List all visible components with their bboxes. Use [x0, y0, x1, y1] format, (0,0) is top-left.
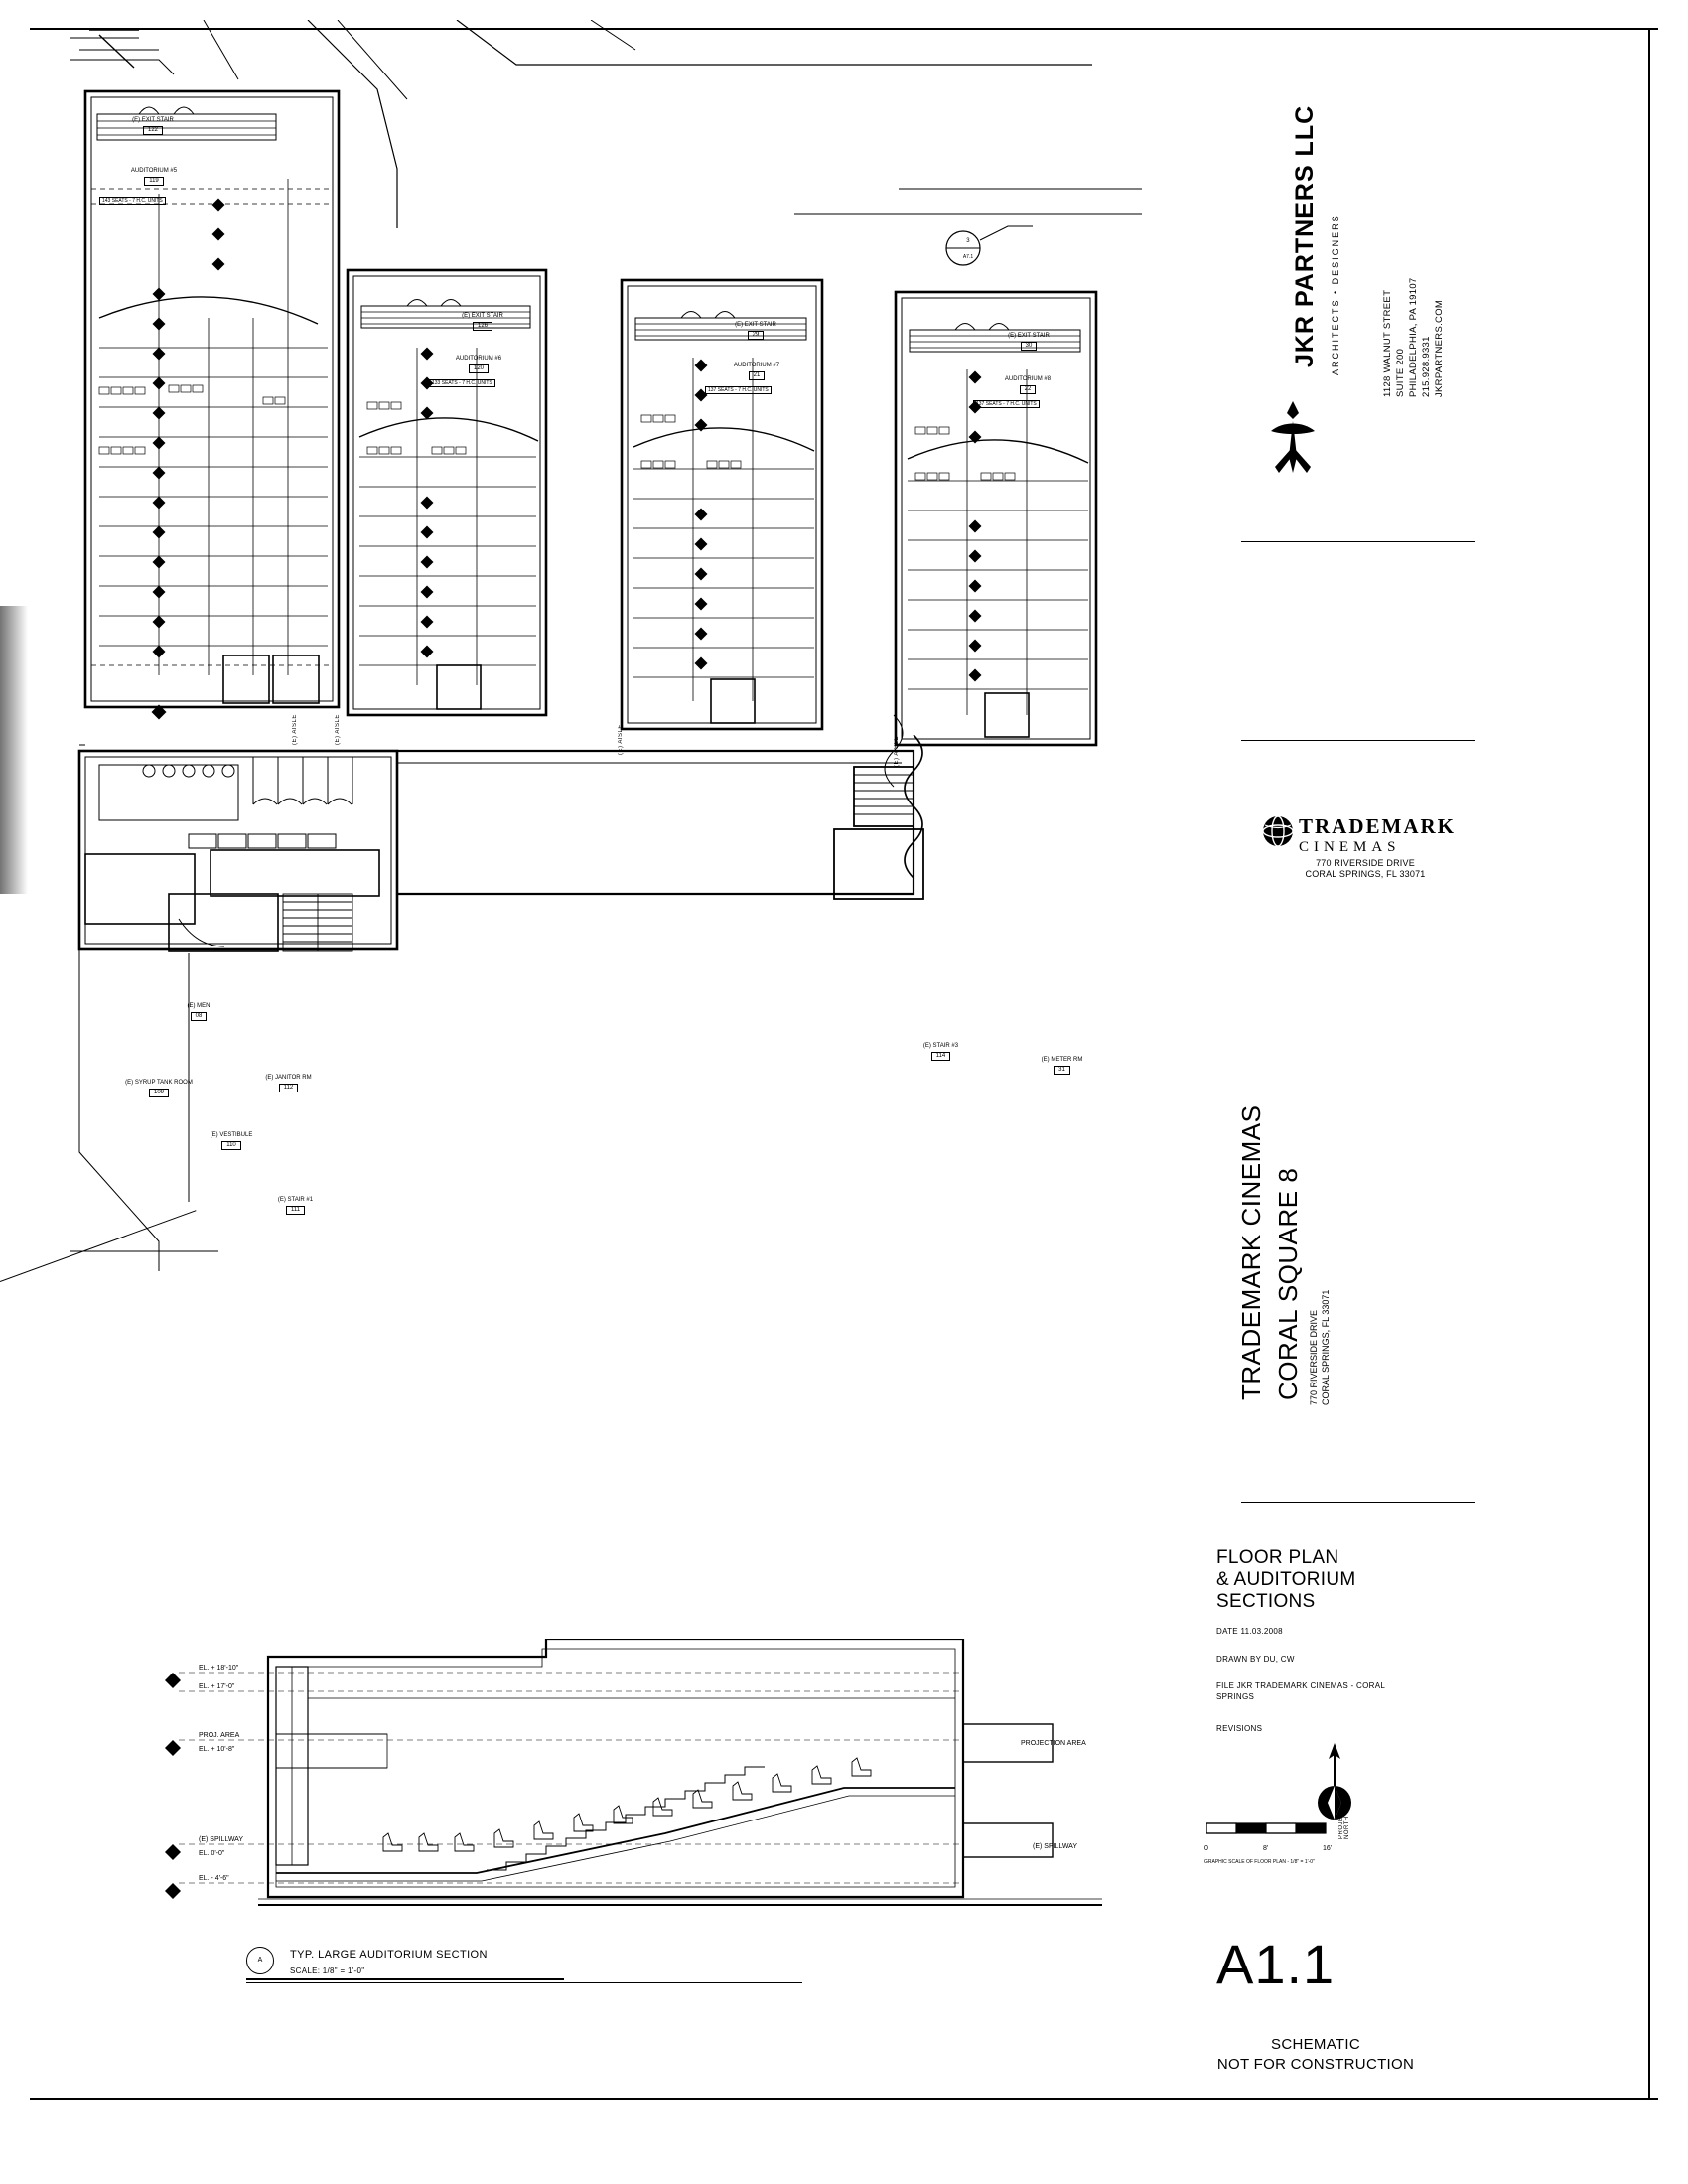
room-number: 31: [1054, 1066, 1070, 1076]
sheet-title-line-3: SECTIONS: [1216, 1591, 1316, 1612]
seat-count-note-aud6: 133 SEATS - 7 H.C. UNITS: [429, 379, 495, 387]
sheet-file-line-1: FILE JKR TRADEMARK CINEMAS - CORAL: [1216, 1681, 1386, 1690]
firm-disciplines: ARCHITECTS • DESIGNERS: [1331, 214, 1340, 375]
room-tag-meter-rm: [1020, 1057, 1104, 1075]
firm-address-line-5: JKRPARTNERS.COM: [1434, 299, 1445, 397]
room-tag-auditorium-6: [429, 356, 528, 373]
room-name: (E) EXIT STAIR: [462, 313, 503, 319]
room-tag-vestibule: [187, 1132, 276, 1150]
elevation-markers: [165, 1673, 181, 1899]
client-address-line-2: CORAL SPRINGS, FL 33071: [1305, 869, 1426, 879]
room-tag-stair-3: [899, 1043, 983, 1061]
firm-address-line-2: SUITE 200: [1395, 348, 1406, 397]
elevation-sublabel-3: EL. + 10'-8": [199, 1746, 235, 1753]
room-tag-auditorium-5: [104, 168, 204, 186]
aisle-label-3: (E) AISLE: [618, 724, 624, 755]
elevation-label-5: EL. - 4'-6": [199, 1875, 229, 1882]
project-address-line-2: CORAL SPRINGS, FL 33071: [1321, 1289, 1331, 1405]
titleblock-divider-1: [1241, 541, 1475, 542]
client-address-line-1: 770 RIVERSIDE DRIVE: [1316, 858, 1415, 868]
elevation-label-4: (E) SPILLWAY: [199, 1836, 243, 1843]
aisle-label-2: (E) AISLE: [335, 714, 341, 745]
project-title-line-2: CORAL SQUARE 8: [1273, 1167, 1303, 1400]
firm-address-line-4: 215.928.9331: [1421, 336, 1432, 397]
section-room-projection-area: PROJECTION AREA: [1021, 1740, 1086, 1747]
sheet-date: DATE 11.03.2008: [1216, 1627, 1283, 1636]
scale-tick-0: 0: [1204, 1845, 1208, 1852]
room-number: 112: [279, 1084, 299, 1093]
room-number: 30: [1021, 342, 1038, 352]
elevation-sublabel-4: EL. 0'-0": [199, 1850, 225, 1857]
room-name: (E) VESTIBULE: [210, 1132, 253, 1138]
room-name: AUDITORIUM #8: [1004, 376, 1052, 382]
seat-count-note-aud7: 137 SEATS - 7 H.C. UNITS: [705, 386, 772, 394]
client-logo-block: [1261, 814, 1470, 880]
sheet-number: A1.1: [1216, 1933, 1336, 1995]
detail-bubble-top: 3: [966, 238, 970, 244]
room-tag-exit-stair-122: [107, 117, 199, 135]
room-tag-stair-1: [253, 1197, 338, 1215]
room-tag-exit-stair-29: [710, 322, 801, 340]
room-name: (E) METER RM: [1041, 1057, 1083, 1063]
room-name: (E) SYRUP TANK ROOM: [125, 1080, 193, 1086]
seat-count-note-aud5: 143 SEATS - 7 H.C. UNITS: [99, 197, 166, 205]
section-scale: SCALE: 1/8" = 1'-0": [290, 1966, 365, 1975]
globe-icon: [1261, 814, 1295, 848]
scale-bar-note: GRAPHIC SCALE OF FLOOR PLAN - 1/8" = 1'-0": [1204, 1859, 1315, 1865]
room-number: 29: [748, 331, 765, 341]
north-arrow-icon: [1311, 1743, 1358, 1824]
section-title-underline-2: [246, 1982, 802, 1983]
room-tag-janitor-rm: [241, 1075, 336, 1092]
scale-tick-1: 8': [1263, 1845, 1269, 1852]
section-bubble: A: [246, 1947, 274, 1974]
firm-address-line-3: PHILADELPHIA, PA 19107: [1408, 277, 1419, 397]
titleblock-divider-3: [1241, 1502, 1475, 1503]
sheet-title-line-2: & AUDITORIUM: [1216, 1569, 1356, 1590]
room-number: 21: [749, 371, 766, 381]
room-name: (E) STAIR #3: [922, 1043, 959, 1049]
aisle-label-4: (E) AISLE: [894, 736, 900, 767]
room-name: (E) JANITOR RM: [265, 1075, 312, 1081]
room-number: 08: [191, 1012, 208, 1022]
aisle-label-1: (E) AISLE: [292, 714, 298, 745]
sheet-border-right: [1648, 28, 1650, 2098]
room-number: 119: [144, 177, 164, 187]
detail-bubble-bottom: A7.1: [962, 254, 974, 260]
room-tag-auditorium-8: [978, 376, 1077, 394]
auditorium-section-drawing: [149, 1639, 1172, 1986]
sheet-drawn-by: DRAWN BY DU, CW: [1216, 1655, 1295, 1664]
room-name: (E) EXIT STAIR: [1008, 333, 1050, 339]
client-name-line-1: TRADEMARK: [1299, 814, 1456, 838]
room-name: AUDITORIUM #5: [130, 168, 178, 174]
room-name: (E) EXIT STAIR: [735, 322, 776, 328]
room-name: (E) EXIT STAIR: [132, 117, 174, 123]
project-title-line-1: TRADEMARK CINEMAS: [1236, 1104, 1266, 1400]
room-name: (E) STAIR #1: [277, 1197, 314, 1203]
room-number: 122: [143, 126, 163, 136]
elevation-label-1: EL. + 18'-10": [199, 1665, 239, 1672]
room-tag-exit-stair-30: [983, 333, 1074, 351]
client-name-line-2: CINEMAS: [1299, 839, 1401, 855]
elevation-label-3: PROJ. AREA: [199, 1732, 240, 1739]
room-name: (E) MEN: [187, 1003, 211, 1009]
room-number: 110: [221, 1141, 241, 1151]
firm-logo-icon: [1263, 397, 1323, 477]
titleblock-divider-2: [1241, 740, 1475, 741]
room-tag-auditorium-7: [707, 363, 806, 380]
room-tag-men: [159, 1003, 238, 1021]
sheet-status-line-2: NOT FOR CONSTRUCTION: [1216, 2056, 1415, 2073]
firm-name: JKR PARTNERS LLC: [1291, 104, 1319, 367]
room-number: 111: [286, 1206, 305, 1216]
scale-tick-2: 16': [1323, 1845, 1333, 1852]
section-title-underline: [246, 1978, 564, 1980]
seat-count-note-aud8: 137 SEATS - 7 H.C. UNITS: [973, 400, 1040, 408]
room-number: 126: [473, 322, 492, 332]
north-arrow-label: PROJECT NORTH: [1338, 1808, 1350, 1839]
scan-artifact: [0, 606, 28, 894]
graphic-scale-bar: [1206, 1816, 1385, 1841]
section-title: TYP. LARGE AUDITORIUM SECTION: [290, 1949, 488, 1961]
section-room-spillway: (E) SPILLWAY: [1033, 1843, 1077, 1850]
room-number: 120: [469, 364, 489, 374]
room-number: 22: [1020, 385, 1037, 395]
room-tag-syrup-tank-room: [94, 1080, 223, 1097]
sheet-status-line-1: SCHEMATIC: [1271, 2036, 1360, 2053]
project-address-line-1: 770 RIVERSIDE DRIVE: [1309, 1309, 1319, 1405]
room-number: 114: [931, 1052, 951, 1062]
seat-symbols: [40, 20, 1192, 1311]
firm-address-line-1: 1128 WALNUT STREET: [1382, 289, 1393, 397]
sheet-file-line-2: SPRINGS: [1216, 1692, 1255, 1701]
sheet-border-bottom: [30, 2098, 1658, 2100]
sheet-revisions: REVISIONS: [1216, 1724, 1263, 1733]
sheet-title-line-1: FLOOR PLAN: [1216, 1547, 1339, 1568]
room-name: AUDITORIUM #7: [733, 363, 780, 368]
room-tag-exit-stair-126: [437, 313, 528, 331]
elevation-label-2: EL. + 17'-0": [199, 1683, 235, 1690]
room-number: 109: [149, 1089, 169, 1098]
room-name: AUDITORIUM #6: [455, 356, 502, 362]
